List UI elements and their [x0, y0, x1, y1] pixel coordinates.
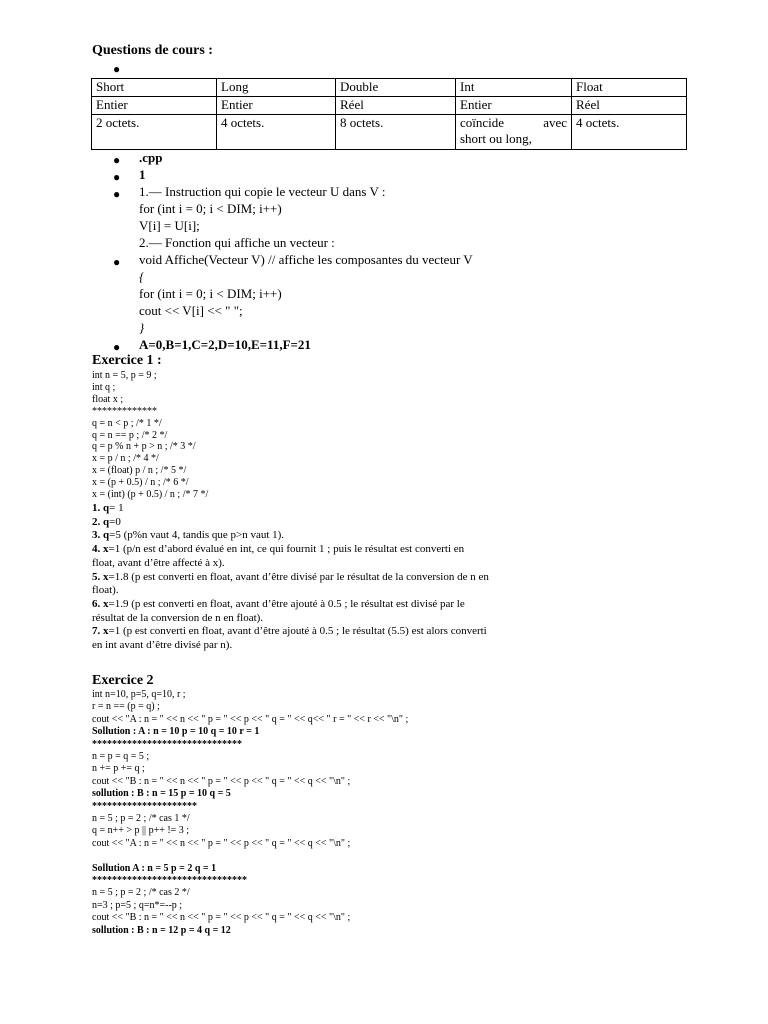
answer-line: [92, 584, 119, 597]
types-table: [91, 78, 687, 150]
solution-line: sollution : B : n = 12 p = 4 q = 12: [92, 924, 231, 936]
bullet: ●: [113, 153, 121, 167]
answer-number: 2.: [92, 515, 101, 528]
table-row: [92, 79, 687, 97]
code-line: int q ;: [92, 381, 116, 393]
answer-text: = 1: [109, 502, 124, 514]
answer-text: =1.8 (p est converti en float, avant d’être divisé par le résultat de la conversion de n en: [108, 570, 489, 583]
code-line: for (int i = 0; i < DIM; i++): [139, 201, 282, 216]
code-line: cout << "A : n = " << n << " p = " << p << " q = " << q<< " r = " << r << "\n" ;: [92, 713, 409, 725]
hex-values: A=0,B=1,C=2,D=10,E=11,F=21: [139, 337, 311, 352]
answer-text: float, avant d’être affecté à x).: [92, 556, 225, 569]
table-cell: Entier: [92, 97, 217, 115]
code-line: }: [139, 320, 145, 335]
answer-line: [92, 612, 263, 625]
answer-text: =1.9 (p est converti en float, avant d’être ajouté à 0.5 ; le résultat est divisé par le: [108, 597, 465, 610]
answer-cpp: .cpp: [139, 150, 163, 165]
answer-one: 1: [139, 167, 146, 182]
code-line: for (int i = 0; i < DIM; i++): [139, 286, 282, 301]
answer-number: 4.: [92, 543, 101, 556]
func-signature: void Affiche(Vecteur V) // affiche les composantes du vecteur V: [139, 252, 473, 267]
answer-variable: x: [103, 570, 109, 583]
justified-line: [460, 115, 567, 131]
table-cell: Réel: [572, 97, 687, 115]
answer-variable: q: [103, 502, 110, 514]
answer-variable: q: [103, 529, 110, 542]
code-line: *************: [92, 405, 157, 417]
copy-title: 1.— Instruction qui copie le vecteur U dans V :: [139, 184, 386, 199]
code-line: int n = 5, p = 9 ;: [92, 370, 157, 381]
answer-text: =5 (p%n vaut 4, tandis que p>n vaut 1).: [109, 529, 285, 542]
word: coïncide: [460, 115, 505, 130]
code-line: n = 5 ; p = 2 ; /* cas 1 */: [92, 813, 190, 824]
bullet: ●: [113, 255, 121, 269]
answer-line: [92, 516, 121, 529]
table-cell: 2 octets.: [92, 115, 217, 150]
code-line: cout << V[i] << " ";: [139, 303, 243, 318]
bullet: ●: [113, 170, 121, 184]
table-cell: 8 octets.: [336, 115, 456, 150]
answer-variable: x: [103, 597, 109, 610]
solution-line: *******************************: [92, 875, 247, 886]
answer-number: 7.: [92, 625, 101, 638]
code-line: n=3 ; p=5 ; q=n*=--p ;: [92, 899, 183, 911]
section-title-ex1: Exercice 1 :: [92, 353, 162, 368]
answer-line: [92, 502, 124, 515]
code-line: {: [139, 269, 145, 284]
answer-variable: x: [103, 543, 109, 556]
cell-line: short ou long,: [460, 131, 532, 146]
code-line: n = p = q = 5 ;: [92, 751, 150, 762]
table-cell: Entier: [217, 97, 336, 115]
code-line: cout << "B : n = " << n << " p = " << p << " q = " << q << "\n" ;: [92, 775, 351, 787]
section-title-cours: Questions de cours :: [92, 43, 213, 58]
answer-line: [92, 543, 464, 556]
table-cell: Int: [456, 79, 572, 97]
bullet: ●: [113, 62, 121, 76]
code-line: cout << "A : n = " << n << " p = " << p << " q = " << q << "\n" ;: [92, 837, 351, 849]
table-cell: Entier: [456, 97, 572, 115]
code-line: q = n == p ; /* 2 */: [92, 429, 168, 441]
table-row: [92, 115, 687, 150]
solution-line: sollution : B : n = 15 p = 10 q = 5: [92, 788, 231, 800]
word: avec: [543, 115, 567, 130]
code-line: q = n < p ; /* 1 */: [92, 417, 162, 429]
table-row: [92, 97, 687, 115]
code-line: cout << "B : n = " << n << " p = " << p << " q = " << q << "\n" ;: [92, 912, 351, 924]
code-line: r = n == (p = q) ;: [92, 701, 160, 713]
solution-line: *********************: [92, 800, 197, 812]
table-cell: Short: [92, 79, 217, 97]
answer-number: 5.: [92, 570, 101, 583]
solution-line: Sollution A : n = 5 p = 2 q = 1: [92, 862, 217, 874]
solution-line: ******************************: [92, 738, 242, 750]
table-cell: Double: [336, 79, 456, 97]
answer-number: 1.: [92, 502, 101, 514]
code-line: q = n++ > p || p++ != 3 ;: [92, 825, 190, 837]
answer-number: 6.: [92, 597, 101, 610]
code-line: x = (float) p / n ; /* 5 */: [92, 465, 187, 477]
table-cell: Long: [217, 79, 336, 97]
code-line: int n=10, p=5, q=10, r ;: [92, 689, 186, 700]
code-line: V[i] = U[i];: [139, 218, 200, 233]
answer-line: [92, 571, 489, 584]
answer-line: [92, 598, 465, 611]
code-line: n = 5 ; p = 2 ; /* cas 2 */: [92, 887, 190, 899]
answer-variable: q: [103, 515, 110, 528]
code-line: float x ;: [92, 393, 124, 405]
answer-text: résultat de la conversion de n en float).: [92, 611, 264, 624]
code-line: x = (p + 0.5) / n ; /* 6 */: [92, 477, 189, 489]
table-cell: 4 octets.: [572, 115, 687, 150]
answer-text: =1 (p/n est d’abord évalué en int, ce qui fournit 1 ; puis le résultat est converti en: [108, 543, 465, 556]
answer-text: =1 (p est converti en float, avant d’être ajouté à 0.5 ; le résultat (5.5) est alors converti: [108, 625, 487, 638]
code-line: q = p % n + p > n ; /* 3 */: [92, 441, 196, 453]
answer-variable: x: [103, 625, 109, 638]
section-title-ex2: Exercice 2: [92, 673, 154, 688]
code-line: n += p += q ;: [92, 763, 145, 775]
func-title: 2.— Fonction qui affiche un vecteur :: [139, 235, 335, 250]
answer-line: [92, 625, 487, 638]
answer-text: =0: [109, 515, 121, 528]
answer-text: float).: [92, 584, 119, 597]
answer-line: [92, 529, 284, 542]
answer-line: [92, 557, 225, 570]
bullet: ●: [113, 187, 121, 201]
bullet: ●: [113, 340, 121, 354]
table-cell: 4 octets.: [217, 115, 336, 150]
table-cell: Réel: [336, 97, 456, 115]
answer-number: 3.: [92, 529, 101, 542]
table-cell: Float: [572, 79, 687, 97]
table-cell-int-size: [456, 115, 572, 150]
answer-line: [92, 639, 232, 652]
code-line: x = p / n ; /* 4 */: [92, 453, 159, 465]
answer-text: en int avant d’être divisé par n).: [92, 639, 233, 651]
code-line: x = (int) (p + 0.5) / n ; /* 7 */: [92, 489, 209, 500]
solution-line: Sollution : A : n = 10 p = 10 q = 10 r = 1: [92, 726, 260, 738]
